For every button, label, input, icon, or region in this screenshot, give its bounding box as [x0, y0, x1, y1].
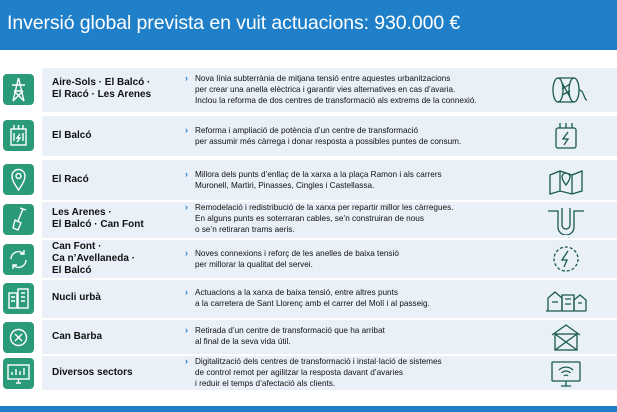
list-item — [0, 116, 617, 156]
row-description — [185, 202, 525, 236]
title-line: El Racó · Les Arenes — [52, 89, 152, 100]
list-item — [0, 202, 617, 238]
desc-line: Muronell, Martiri, Pinasses, Cingles i Castellassa. — [195, 181, 375, 191]
desc-line: Digitalització dels centres de transformació i instal·lació de sistemes — [195, 357, 442, 366]
row-title — [52, 174, 182, 186]
desc-line: de control remot per agilitzar la resposta davant d’avaries — [195, 368, 403, 378]
desc-line: Inclou la reforma de dos centres de transformació als extrems de la connexió. — [195, 96, 477, 106]
desc-line: o se’n retiraran trams aeris. — [195, 225, 295, 235]
list-item — [0, 160, 617, 200]
title-line: Diversos sectors — [52, 367, 133, 378]
desc-line: Noves connexions i reforç de les anelles de baixa tensió — [195, 249, 399, 258]
title-line: Aire-Sols · El Balcó · — [52, 77, 151, 88]
list-item — [0, 68, 617, 112]
page-title: Inversió global prevista en vuit actuacions: 930.000 € — [7, 12, 461, 34]
shovel-icon — [3, 204, 34, 235]
title-line: Can Font · — [52, 241, 102, 252]
buildings-icon — [3, 283, 34, 314]
title-line: El Balcó · Can Font — [52, 219, 144, 230]
chevron-right-icon: › — [185, 325, 188, 335]
power-tower-icon — [3, 74, 34, 105]
map-pin-icon — [544, 165, 588, 195]
list-item — [0, 240, 617, 278]
monitor-chart-icon — [3, 358, 34, 389]
title-line: Nucli urbà — [52, 292, 101, 303]
list-item — [0, 320, 617, 354]
title-line: El Balcó — [52, 265, 92, 276]
row-description — [185, 73, 525, 107]
chevron-right-icon: › — [185, 169, 188, 179]
title-line: Ca n’Avellaneda · — [52, 253, 135, 264]
chevron-right-icon: › — [185, 125, 188, 135]
chevron-right-icon: › — [185, 73, 188, 83]
title-line: Les Arenes · — [52, 207, 112, 218]
desc-line: a la carretera de Sant Llorenç amb el carrer del Molí i al passeig. — [195, 299, 430, 309]
remove-circle-icon — [3, 322, 34, 353]
list-item — [0, 356, 617, 390]
energy-circle-icon — [544, 244, 588, 274]
row-description — [185, 169, 525, 191]
chevron-right-icon: › — [185, 202, 188, 212]
desc-line: i reduir el temps d’afectació als clients. — [195, 379, 336, 389]
row-title — [52, 367, 182, 379]
refresh-icon — [3, 244, 34, 275]
row-title — [52, 130, 182, 142]
footer-bar — [0, 406, 617, 412]
row-description — [185, 356, 525, 390]
desc-line: Millora dels punts d’enllaç de la xarxa a la plaça Ramon i als carrers — [195, 170, 442, 179]
chevron-right-icon: › — [185, 287, 188, 297]
cable-reel-icon — [544, 75, 588, 105]
desc-line: per assumir més càrrega i donar resposta a possibles puntes de consum. — [195, 137, 462, 147]
desc-line: per crear una anella elèctrica i garantir vies alternatives en cas d’avaria. — [195, 85, 456, 95]
page-header — [0, 0, 617, 50]
row-description — [185, 325, 525, 347]
title-line: El Balcó — [52, 130, 92, 141]
desc-line: Remodelació i redistribució de la xarxa per repartir millor les càrregues. — [195, 203, 454, 212]
transformer-box-icon — [544, 121, 588, 151]
desc-line: Reforma i ampliació de potència d’un centre de transformació — [195, 126, 418, 135]
desc-line: al final de la seva vida útil. — [195, 337, 291, 347]
wifi-monitor-icon — [544, 359, 588, 389]
transformer-icon — [3, 120, 34, 151]
crossed-house-icon — [544, 322, 588, 352]
chevron-right-icon: › — [185, 356, 188, 366]
desc-line: Nova línia subterrània de mitjana tensió entre aquestes urbanitzacions — [195, 74, 451, 83]
row-description — [185, 125, 525, 147]
title-line: Can Barba — [52, 331, 103, 342]
location-pin-icon — [3, 164, 34, 195]
desc-line: Retirada d’un centre de transformació que ha arribat — [195, 326, 385, 335]
desc-line: per millorar la qualitat del servei. — [195, 260, 313, 270]
title-line: El Racó — [52, 174, 89, 185]
row-title — [52, 241, 182, 277]
row-title — [52, 77, 182, 101]
houses-icon — [544, 284, 588, 314]
underground-cable-icon — [544, 205, 588, 235]
list-item — [0, 280, 617, 318]
row-title — [52, 292, 182, 304]
chevron-right-icon: › — [185, 248, 188, 258]
row-title — [52, 331, 182, 343]
desc-line: En alguns punts es soterraran cables, se’n construiran de nous — [195, 214, 424, 224]
row-title — [52, 207, 182, 231]
row-description — [185, 248, 525, 270]
desc-line: Actuacions a la xarxa de baixa tensió, entre altres punts — [195, 288, 398, 297]
row-description — [185, 287, 525, 309]
